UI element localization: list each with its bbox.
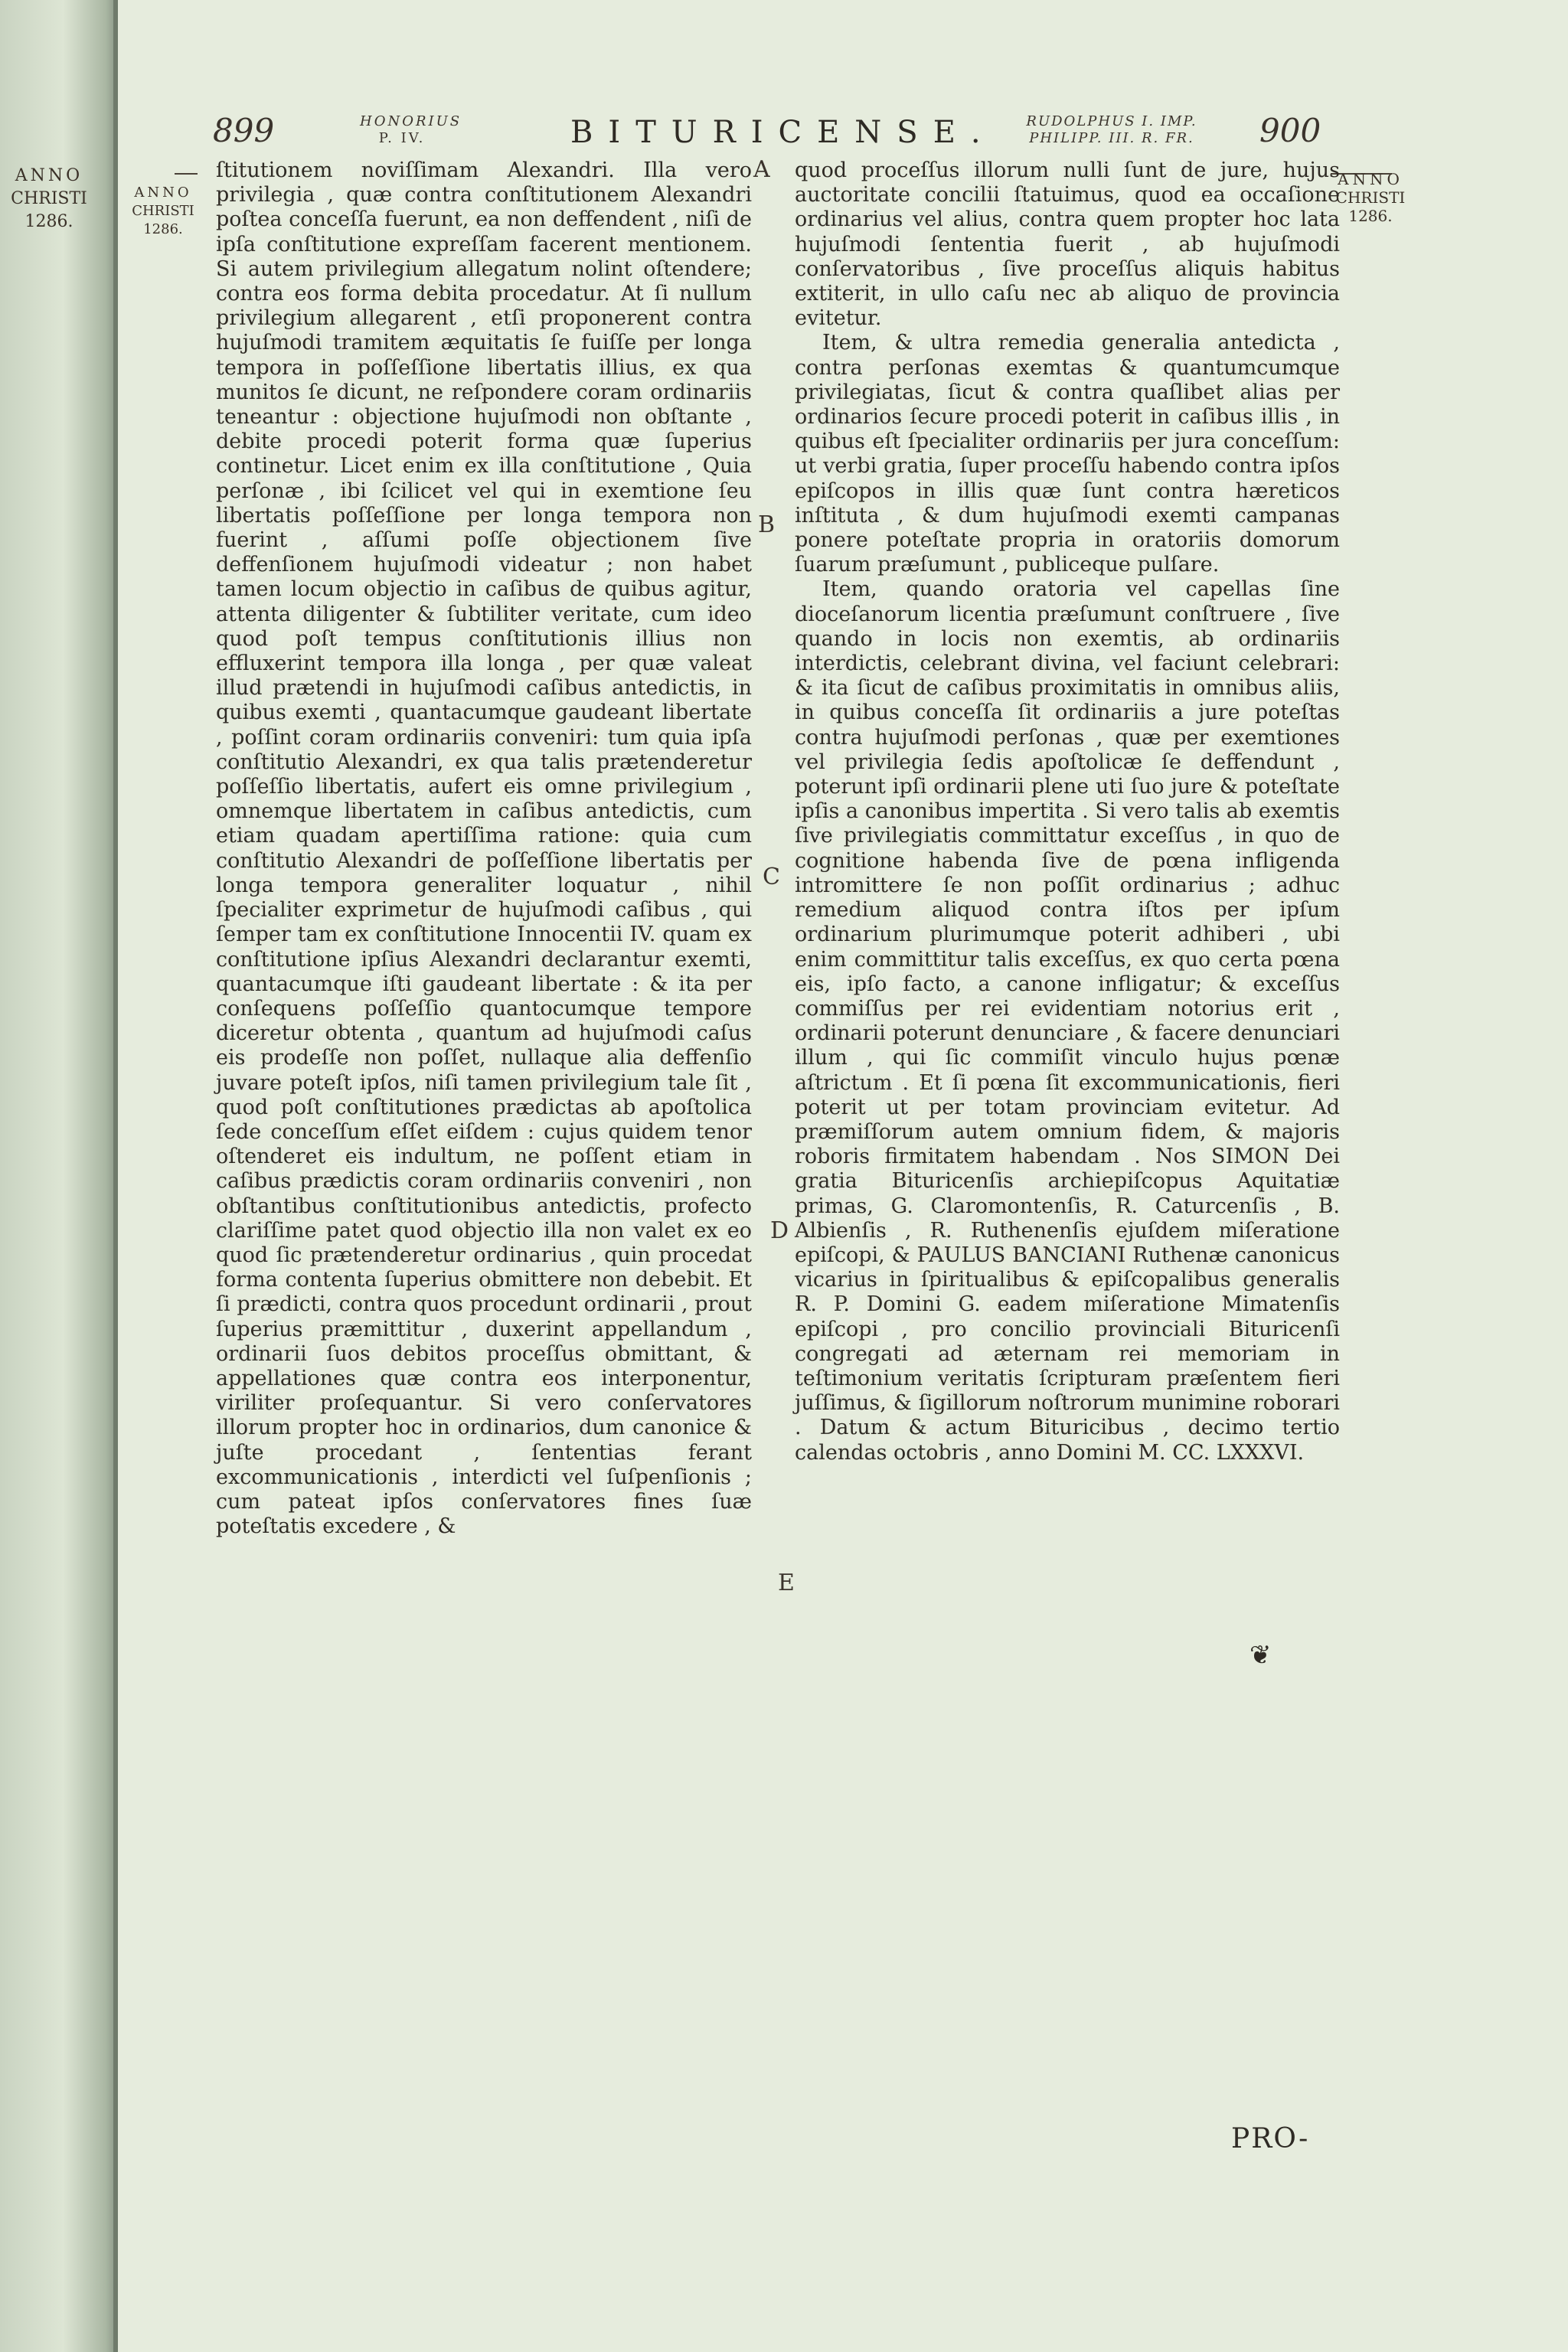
catchword: PRO- <box>1231 2123 1310 2154</box>
closing-flourish-icon: ❦ <box>1250 1640 1272 1671</box>
left-subtitle-line1: HONORIUS <box>360 113 462 129</box>
left-margin-year-note <box>129 184 198 239</box>
right-margin-year: 1286. <box>1348 207 1393 225</box>
left-margin-christi: CHRISTI <box>132 203 194 219</box>
left-text-column <box>216 158 752 1539</box>
left-page-number: 899 <box>213 112 275 149</box>
left-margin-year: 1286. <box>143 221 183 237</box>
right-margin-year-note <box>1332 170 1409 225</box>
section-letter-a: A <box>753 156 770 183</box>
spine-year: 1286. <box>24 212 74 231</box>
section-letter-c: C <box>763 864 780 890</box>
right-margin-christi: CHRISTI <box>1335 188 1406 207</box>
running-title: BITURICENSE. <box>570 115 996 150</box>
binding-shadow <box>113 0 118 2352</box>
right-paragraph-2: Item, & ultra remedia generalia antedicta , contra perſonas exemtas & quantumcumque privilegiatas, ſicut & contra quaſlibet alias per ordinarios ſecure procedi poterit in caſibus illis , in quibus eſt ſpecialiter ordinariis per jura conceſſum: ut verbi gratia, ſuper proceſſu habendo contra ipſos epiſcopos in illis quæ ſunt contra hæreticos inſtituta , & dum hujuſmodi exemti campanas ponere poteſtate propria in oratoriis domorum ſuarum præſumunt , publiceque pulſare. <box>795 331 1340 577</box>
section-letter-d: D <box>770 1217 789 1244</box>
left-page-subtitle <box>360 113 462 147</box>
right-text-column <box>795 158 1340 1465</box>
right-page-number: 900 <box>1259 112 1321 149</box>
section-letter-b: B <box>758 511 776 538</box>
previous-page-margin-note <box>3 165 95 234</box>
right-paragraph-3: Item, quando oratoria vel capellas ſine dioceſanorum licentia præſumunt conſtruere , ſive quando in locis non exemtis, ab ordinariis interdictis, celebrant divina, vel faciunt celebrari: & ita ſicut de caſibus proximitatis in omnibus aliis, in quibus conceſſa ſit ordinariis a jure poteſtas contra hujuſmodi perſonas , quæ per exemtiones vel privilegia ſedis apoſtolicæ ſe deffendunt , poterunt ipſi ordinarii plene uti ſuo jure & poteſtate ipſis a canonibus impertita . Si vero talis ab exemtis ſive privilegiatis committatur exceſſus , in quo de cognitione habenda ſive de pœna infligenda intromittere ſe non poſſit ordinarius ; adhuc remedium aliquod contra iſtos per ipſum ordinarium plurimumque poterit adhiberi , ubi enim committitur talis exceſſus, ex quo certa pœna eis, ipſo facto, a canone infligatur; & exceſſus commiſſus per rei evidentiam notorius erit , ordinarii poterunt denunciare , & facere denunciari illum , qui ſic commiſit vinculo hujus pœnæ aſtrictum . Et ſi pœna ſit excommunicationis, fieri poterit ut per totam provinciam evitetur. Ad præmiſſorum autem omnium fidem, & majoris roboris firmitatem habendam . Nos SIMON Dei gratia Bituricenſis archiepiſcopus Aquitatiæ primas, G. Claromontenſis, R. Caturcenſis , B. Albienſis , R. Ruthenenſis ejuſdem miſeratione epiſcopi, & PAULUS BANCIANI Ruthenæ canonicus vicarius in ſpiritualibus & epiſcopalibus generalis R. P. Domini G. eadem miſeratione Mimatenſis epiſcopi , pro concilio provinciali Bituricenſi congregati ad æternam rei memoriam in teſtimonium veritatis ſcripturam præſentem fieri juſſimus, & ſigillorum noſtrorum munimine roborari . Datum & actum Bituricibus , decimo tertio calendas octobris , anno Domini M. CC. LXXXVI. <box>795 577 1340 1465</box>
right-page-subtitle <box>1004 113 1219 147</box>
left-paragraph-1: ſtitutionem noviſſimam Alexandri. Illa vero privilegia , quæ contra conſtitutionem Alexandri poſtea conceſſa fuerunt, ea non deffendent , niſi de ipſa conſtitutione expreſſam facerent mentionem. Si autem privilegium allegatum nolint oſtendere; contra eos forma debita procedatur. At ſi nullum privilegium allegarent , etſi proponerent contra hujuſmodi tramitem æquitatis ſe fuiſſe per longa tempora in poſſeſſione libertatis illius, ex qua munitos ſe dicunt, ne reſpondere coram ordinariis teneantur : objectione hujuſmodi non obſtante , debite procedi poterit forma quæ ſuperius continetur. Licet enim ex illa conſtitutione , Quia perſonæ , ibi ſcilicet vel qui in exemtione ſeu libertatis poſſeſſione per longa tempora non fuerint , aſſumi poſſe objectionem ſive deffenſionem hujuſmodi videatur ; non habet tamen locum objectio in caſibus de quibus agitur, attenta diligenter & ſubtiliter veritate, cum ideo quod poſt tempus conſtitutionis illius non effluxerint tempora illa longa , per quæ valeat illud prætendi in hujuſmodi caſibus antedictis, in quibus exemti , quantacumque gaudeant libertate , poſſint coram ordinariis conveniri: tum quia ipſa conſtitutio Alexandri, ex qua talis prætenderetur poſſeſſio libertatis, aufert eis omne privilegium , omnemque libertatem in caſibus antedictis, cum etiam quadam apertiſſima ratione: quia cum conſtitutio Alexandri de poſſeſſione libertatis per longa tempora generaliter loquatur , nihil ſpecialiter exprimetur de hujuſmodi caſibus , qui ſemper tam ex conſtitutione Innocentii IV. quam ex conſtitutione ipſius Alexandri declarantur exemti, quantacumque iſti gaudeant libertate : & ita per conſequens poſſeſſio quantocumque tempore diceretur obtenta , quantum ad hujuſmodi caſus eis prodeſſe non poſſet, nullaque alia deffenſio juvare poteſt ipſos, niſi tamen privilegium tale ſit , quod poſt conſtitutiones prædictas ab apoſtolica ſede conceſſum eſſet eiſdem : cujus quidem tenor oſtenderet eis indultum, ne poſſent etiam in caſibus prædictis coram ordinariis conveniri , non obſtantibus conſtitutionibus antedictis, profecto clariſſime patet quod objectio illa non valet ex eo quod ſic prætenderetur ordinarius , quin procedat forma contenta ſuperius obmittere non debebit. Et ſi prædicti, contra quos procedunt ordinarii , prout ſuperius præmittitur , duxerint appellandum , ordinarii ſuos debitos proceſſus obmittant, & appellationes quæ contra eos interponentur, viriliter proſequantur. Si vero conſervatores illorum propter hoc in ordinarios, dum canonice & juſte procedant , ſententias ferant excommunicationis , interdicti vel ſuſpenſionis ; cum pateat ipſos conſervatores fines ſuæ poteſtatis excedere , & <box>216 158 752 1539</box>
spine-christi: CHRISTI <box>11 189 87 208</box>
right-subtitle-line2: PHILIPP. III. R. FR. <box>1029 130 1194 146</box>
previous-page-edge <box>0 0 115 2352</box>
spine-anno: ANNO <box>15 166 83 185</box>
right-subtitle-line1: RUDOLPHUS I. IMP. <box>1026 113 1197 129</box>
right-margin-anno: ANNO <box>1338 170 1403 188</box>
left-subtitle-line2: P. IV. <box>378 130 426 146</box>
left-margin-anno: ANNO <box>134 185 192 201</box>
left-margin-rule <box>175 173 198 175</box>
section-letter-e: E <box>778 1570 795 1596</box>
right-paragraph-1: quod proceſſus illorum nulli ſunt de jure, hujus auctoritate concilii ſtatuimus, quod ea occaſione ordinarius vel alius, contra quem propter hoc lata hujuſmodi ſententia fuerit , ab hujuſmodi conſervatoribus , ſive proceſſus aliquis habitus extiterit, in ullo caſu nec ab aliquo de provincia evitetur. <box>795 158 1340 331</box>
